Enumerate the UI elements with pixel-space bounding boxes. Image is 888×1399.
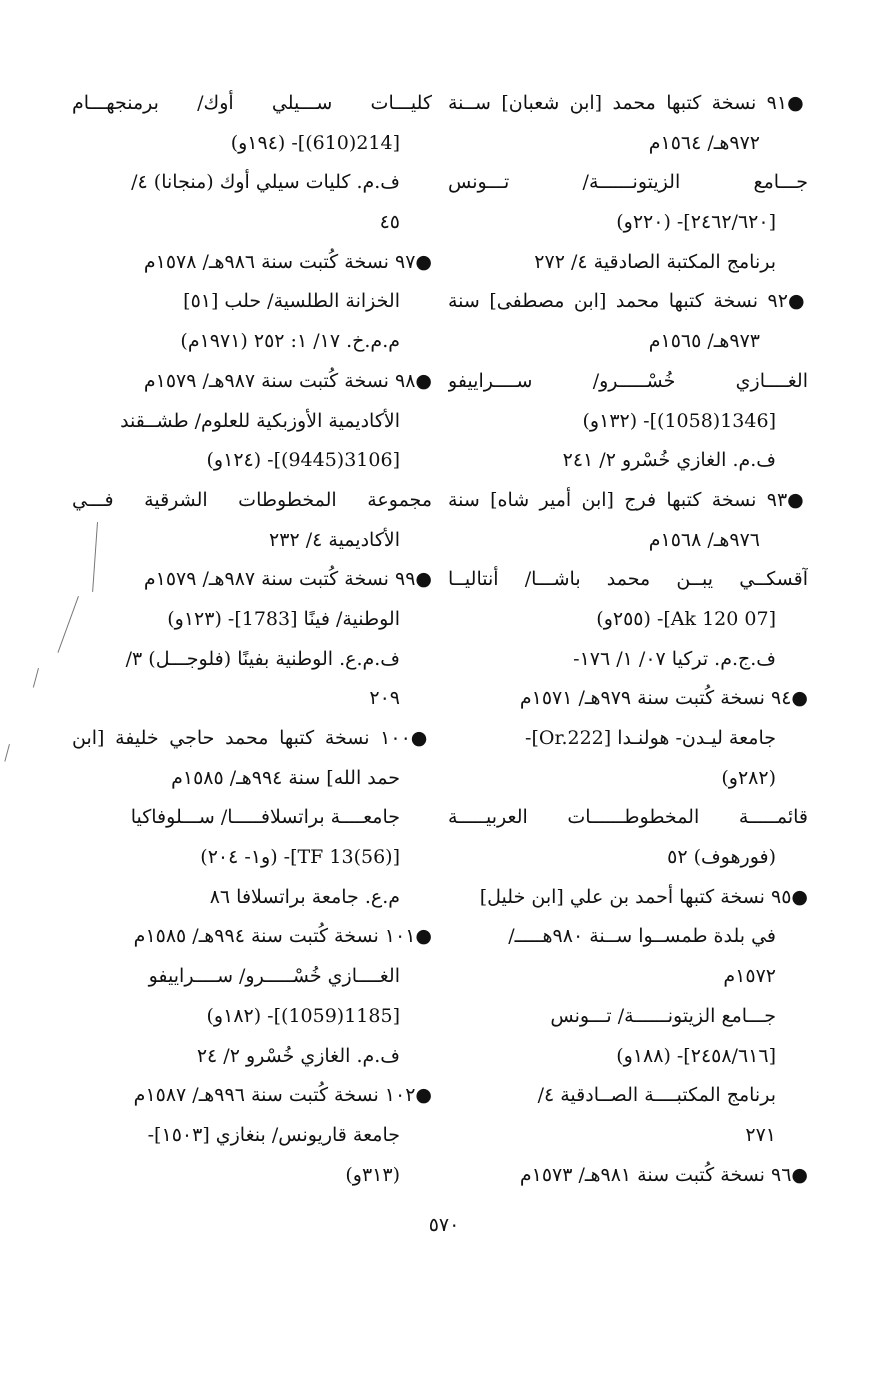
- left-column-line: الأكاديمية الأوزبكية للعلوم/ طشــقند: [120, 409, 400, 432]
- right-column-line: ●٩٣ نسخة كتبها فرج [ابن أمير شاه] سنة: [448, 488, 808, 511]
- left-column-line: جامعة قاريونس/ بنغازي [١٥٠٣]-: [147, 1123, 400, 1146]
- right-column-line: ●٩١ نسخة كتبها محمد [ابن شعبان] ســنة: [448, 92, 808, 114]
- scan-mark: [33, 668, 39, 688]
- left-column-line: م.م.خ. ١٧/ ١: ٢٥٢ (١٩٧١م): [180, 330, 400, 353]
- right-column-line: [٢٤٦٢/٦٢٠]- (٢٢٠و): [616, 211, 776, 234]
- right-column-line: [٢٤٥٨/٦١٦]- (١٨٨و): [616, 1044, 776, 1067]
- right-column-line: ٢٧١: [745, 1123, 776, 1146]
- left-column-line: ف.م. الغازي خُسْرو ٢/ ٢٤: [196, 1044, 400, 1067]
- left-column-line: ٢٠٩: [369, 687, 400, 710]
- left-column-line: الغــــازي خُسْـــــرو/ ســــراييفو: [148, 965, 400, 988]
- left-column-line: كليـــات ســـيلي أوك/ برمنجهـــام: [72, 92, 432, 114]
- left-column-line: ●١٠١ نسخة كُتبت سنة ٩٩٤هـ/ ١٥٨٥م: [133, 925, 432, 948]
- page-number: ٥٧٠: [428, 1214, 460, 1236]
- right-column-line: (فورهوف) ٥٢: [667, 846, 776, 869]
- left-column-line: ٤٥: [379, 211, 400, 234]
- right-column-line: ●٩٥ نسخة كتبها أحمد بن علي [ابن خليل]: [479, 885, 808, 908]
- left-column-line: ف.م. كليات سيلي أوك (منجانا) ٤/: [131, 171, 400, 194]
- right-column-line: [1346(1058)]- (١٣٢و): [582, 409, 776, 432]
- right-column-line: ف.ج.م. تركيا ٠٧/ ١/ ١٧٦-: [573, 647, 776, 670]
- right-column-line: جامعة ليـدن- هولنـدا [Or.222]-: [525, 727, 776, 749]
- right-column-line: ١٥٧٢م: [723, 965, 776, 988]
- right-column-line: برنامج المكتبــــة الصــادقية ٤/: [537, 1084, 776, 1107]
- left-column-line: [3106(9445)]- (١٢٤و): [206, 449, 400, 472]
- left-column-line: الخزانة الطلسية/ حلب [٥١]: [183, 290, 400, 313]
- left-column-line: ●١٠٠ نسخة كتبها محمد حاجي خليفة [ابن: [72, 727, 432, 749]
- right-column-line: ●٩٦ نسخة كُتبت سنة ٩٨١هـ/ ١٥٧٣م: [519, 1163, 808, 1186]
- right-column-line: ٩٧٣هـ/ ١٥٦٥م: [648, 330, 760, 353]
- right-column-line: (٢٨٢و): [721, 766, 776, 789]
- left-column-line: جامعــــة براتسلافـــــا/ ســـلوفاكيا: [130, 806, 400, 829]
- left-column: [72, 84, 432, 1195]
- right-column-line: الغــــازي خُسْـــــرو/ ســــراييفو: [448, 369, 808, 392]
- right-column-line: ●٩٤ نسخة كُتبت سنة ٩٧٩هـ/ ١٥٧١م: [519, 687, 808, 710]
- left-column-line: ●٩٩ نسخة كُتبت سنة ٩٨٧هـ/ ١٥٧٩م: [143, 568, 432, 591]
- left-column-line: (٣١٣و): [345, 1163, 400, 1186]
- scan-mark: [4, 744, 10, 762]
- left-column-line: ●٩٨ نسخة كُتبت سنة ٩٨٧هـ/ ١٥٧٩م: [143, 369, 432, 392]
- left-column-line: [1185(1059)]- (١٨٢و): [206, 1004, 400, 1027]
- left-column-line: ف.م.ع. الوطنية بفينًا (فلوجـــل) ٣/: [125, 647, 400, 670]
- left-column-line: ●٩٧ نسخة كُتبت سنة ٩٨٦هـ/ ١٥٧٨م: [143, 250, 432, 273]
- right-column-line: ف.م. الغازي خُسْرو ٢/ ٢٤١: [562, 449, 776, 472]
- right-column-line: [07 Ak 120]- (٢٥٥و): [596, 607, 776, 630]
- right-column-line: ٩٧٦هـ/ ١٥٦٨م: [648, 528, 760, 551]
- right-column-line: في بلدة طمســوا ســنة ٩٨٠هـــــ/: [508, 925, 776, 948]
- left-column-line: ●١٠٢ نسخة كُتبت سنة ٩٩٦هـ/ ١٥٨٧م: [133, 1084, 432, 1107]
- right-column-line: ●٩٢ نسخة كتبها محمد [ابن مصطفى] سنة: [448, 290, 808, 313]
- left-column-line: الأكاديمية ٤/ ٢٣٢: [269, 528, 400, 551]
- left-column-line: [TF 13(56)]- (و١- ٢٠٤): [200, 846, 400, 869]
- right-column-line: جـــامع الزيتونــــــة/ تـــونس: [448, 171, 808, 194]
- right-column-line: قائمـــــة المخطوطــــــات العربيـــــة: [448, 806, 808, 829]
- right-column-line: ٩٧٢هـ/ ١٥٦٤م: [648, 131, 760, 154]
- left-column-line: م.ع. جامعة براتسلافا ٨٦: [209, 885, 400, 908]
- right-column-line: آقسكــي يبــن محمد باشـــا/ أنتاليــا: [448, 568, 808, 591]
- left-column-line: مجموعة المخطوطات الشرقية فـــي: [72, 488, 432, 511]
- left-column-line: الوطنية/ فينًا [1783]- (١٢٣و): [167, 607, 400, 630]
- right-column: [448, 84, 808, 1195]
- right-column-line: جـــامع الزيتونــــــة/ تـــونس: [550, 1004, 776, 1027]
- left-column-line: حمد الله] سنة ٩٩٤هـ/ ١٥٨٥م: [171, 766, 400, 789]
- right-column-line: برنامج المكتبة الصادقية ٤/ ٢٧٢: [534, 250, 776, 273]
- left-column-line: [214(610)]- (١٩٤و): [230, 131, 400, 154]
